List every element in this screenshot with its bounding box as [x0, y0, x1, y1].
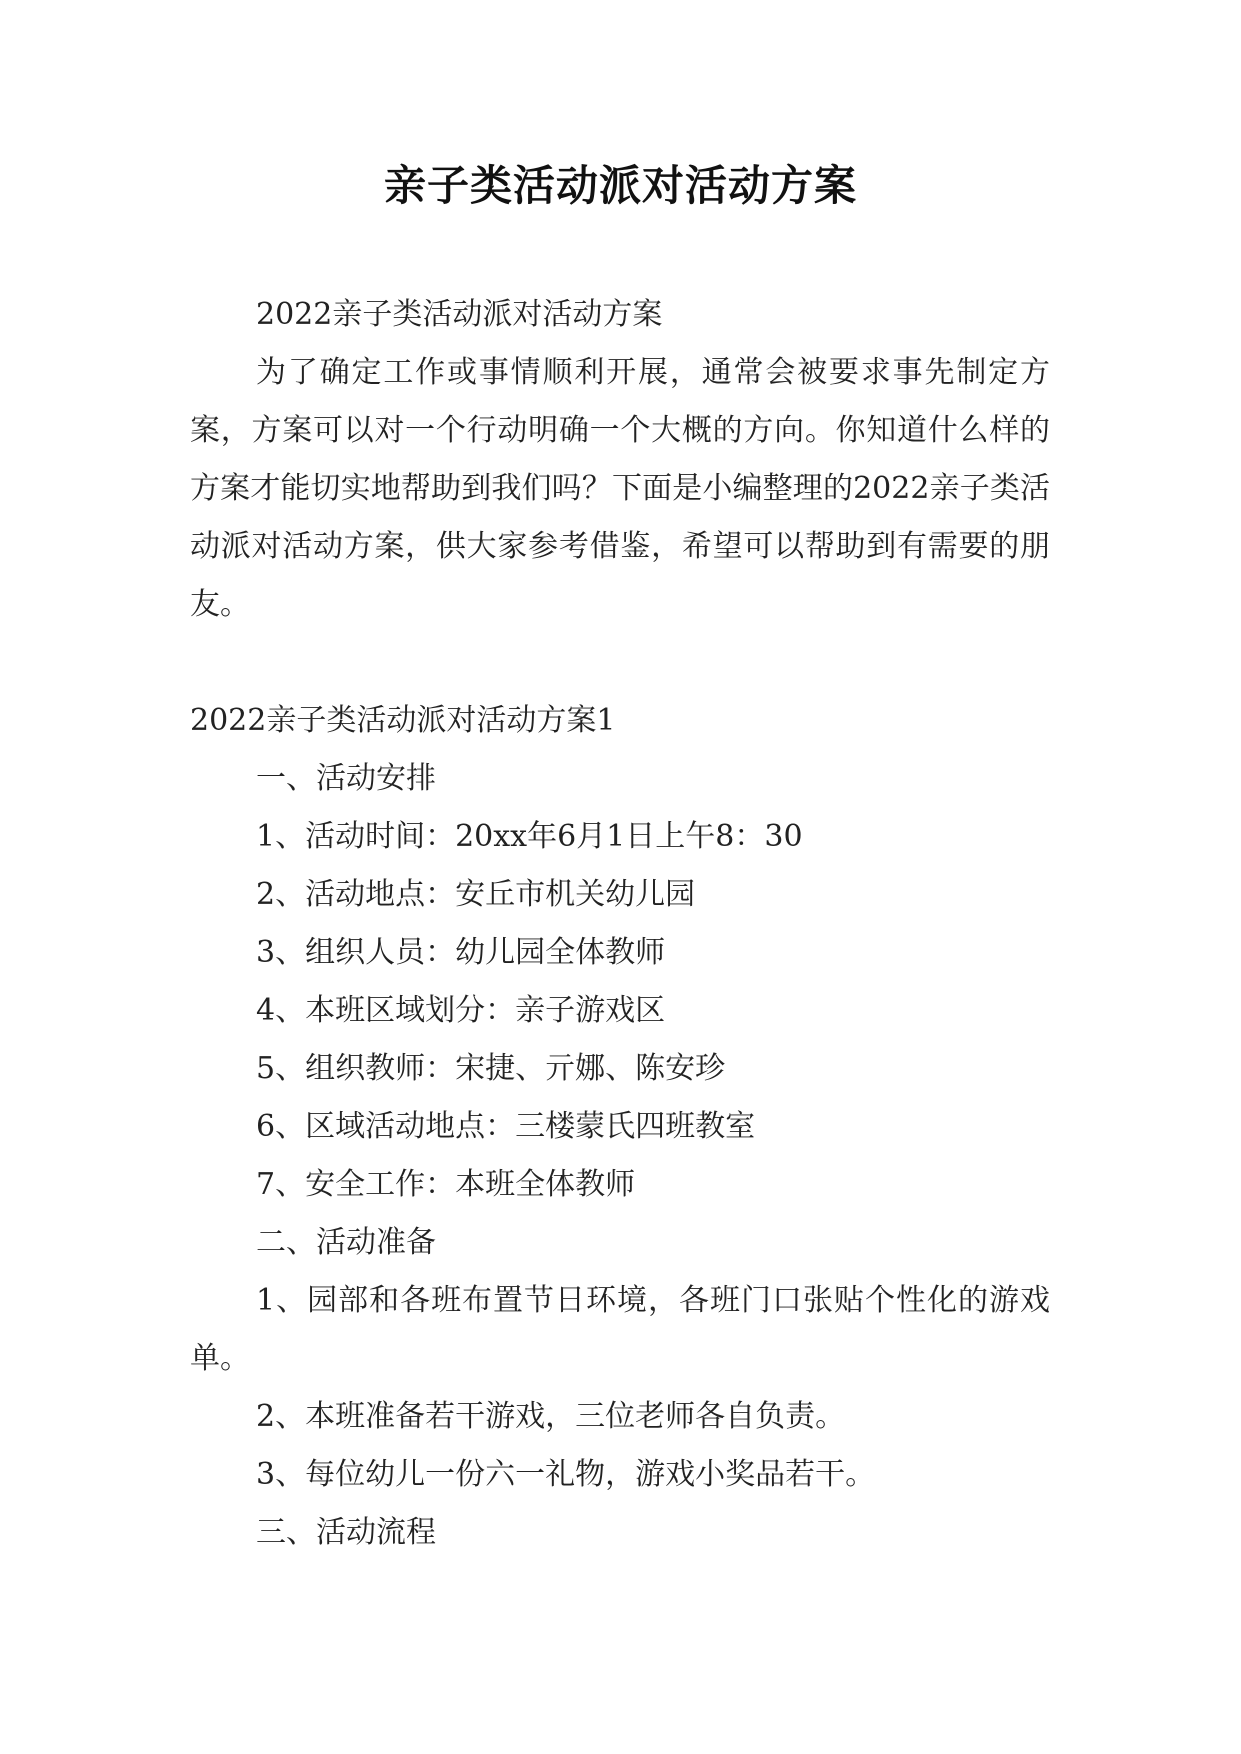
- section-spacer: [190, 634, 1050, 692]
- arrangement-item: 1、活动时间：20xx年6月1日上午8：30: [256, 819, 803, 854]
- part2-heading: 二、活动准备: [256, 1225, 436, 1260]
- arrangement-item: 2、活动地点：安丘市机关幼儿园: [256, 877, 696, 912]
- intro-heading: 2022亲子类活动派对活动方案: [256, 297, 663, 332]
- arrangement-item: 4、本班区域划分：亲子游戏区: [256, 993, 666, 1028]
- part1-heading: 一、活动安排: [256, 761, 436, 796]
- arrangement-item: 5、组织教师：宋捷、亓娜、陈安珍: [256, 1051, 726, 1086]
- preparation-item: 2、本班准备若干游戏，三位老师各自负责。: [256, 1399, 846, 1434]
- arrangement-item: 6、区域活动地点：三楼蒙氏四班教室: [256, 1109, 756, 1144]
- preparation-item: 1、园部和各班布置节日环境，各班门口张贴个性化的游戏单。: [190, 1283, 1050, 1376]
- document-body: [190, 286, 1050, 1562]
- section-heading: 2022亲子类活动派对活动方案1: [190, 703, 616, 738]
- arrangement-item: 3、组织人员：幼儿园全体教师: [256, 935, 666, 970]
- intro-paragraph: 为了确定工作或事情顺利开展，通常会被要求事先制定方案，方案可以对一个行动明确一个大概的方向。你知道什么样的方案才能切实地帮助到我们吗？下面是小编整理的2022亲子类活动派对活动方案，供大家参考借鉴，希望可以帮助到有需要的朋友。: [190, 355, 1050, 622]
- preparation-item: 3、每位幼儿一份六一礼物，游戏小奖品若干。: [256, 1457, 876, 1492]
- document-title: 亲子类活动派对活动方案: [383, 161, 857, 210]
- part3-heading: 三、活动流程: [256, 1515, 436, 1550]
- arrangement-item: 7、安全工作：本班全体教师: [256, 1167, 636, 1202]
